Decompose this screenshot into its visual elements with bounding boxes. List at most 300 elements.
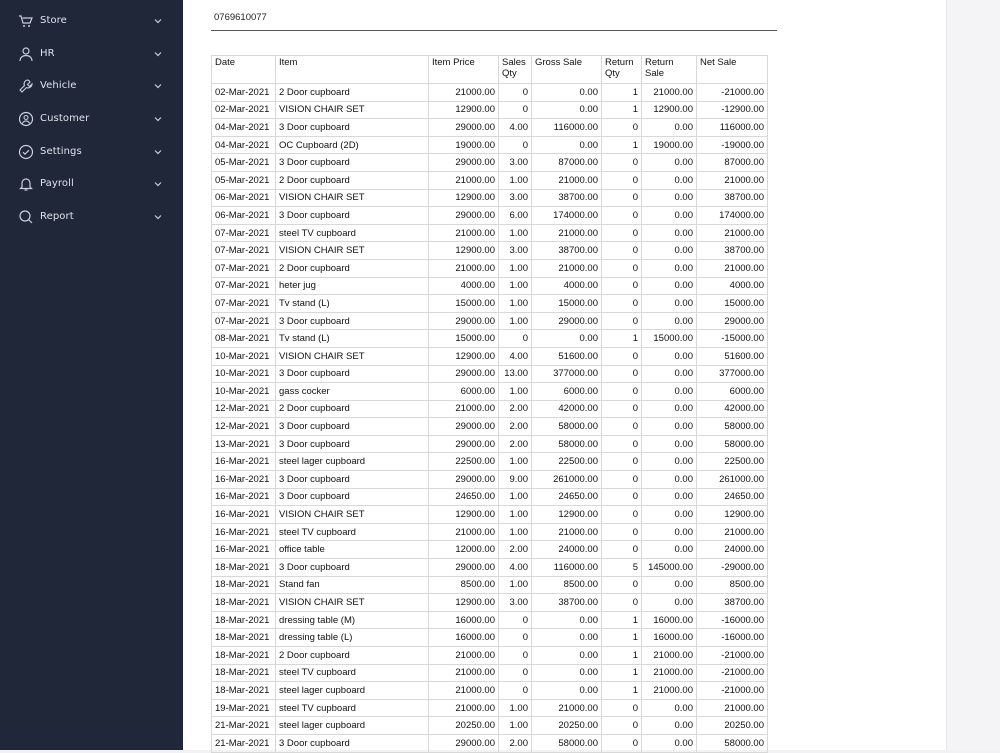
item-cell: steel lager cupboard [276, 682, 429, 700]
return-sale-cell: 145000.00 [642, 559, 697, 577]
net-sale-cell: 377000.00 [697, 365, 768, 383]
sales-qty-cell: 13.00 [499, 365, 532, 383]
return-sale-cell: 0.00 [642, 523, 697, 541]
table-row [212, 277, 768, 295]
table-row [212, 576, 768, 594]
return-sale-cell: 0.00 [642, 717, 697, 735]
search-icon [18, 209, 34, 225]
return-qty-cell: 0 [602, 171, 642, 189]
item-cell: Tv stand (L) [276, 295, 429, 313]
date-cell: 06-Mar-2021 [212, 207, 276, 225]
item-price-cell: 21000.00 [429, 259, 499, 277]
sales-qty-cell: 1.00 [499, 488, 532, 506]
return-sale-cell: 0.00 [642, 171, 697, 189]
item-price-cell: 21000.00 [429, 664, 499, 682]
net-sale-cell: 21000.00 [697, 523, 768, 541]
item-cell: Stand fan [276, 576, 429, 594]
sales-qty-cell: 0 [499, 682, 532, 700]
item-cell: gass cocker [276, 383, 429, 401]
date-cell: 07-Mar-2021 [212, 277, 276, 295]
item-cell: 3 Door cupboard [276, 471, 429, 489]
sales-qty-cell: 1.00 [499, 506, 532, 524]
net-sale-cell: -21000.00 [697, 84, 768, 102]
item-price-cell: 29000.00 [429, 207, 499, 225]
return-qty-cell: 1 [602, 101, 642, 119]
column-header-gross-sale: Gross Sale [532, 56, 602, 84]
net-sale-cell: 174000.00 [697, 207, 768, 225]
sales-qty-cell: 9.00 [499, 471, 532, 489]
sales-qty-cell: 2.00 [499, 734, 532, 752]
table-row [212, 699, 768, 717]
date-cell: 05-Mar-2021 [212, 154, 276, 172]
net-sale-cell: 261000.00 [697, 471, 768, 489]
table-row [212, 136, 768, 154]
sidebar-item-hr[interactable] [0, 38, 183, 70]
sidebar-item-label: HR [40, 48, 55, 59]
item-price-cell: 12900.00 [429, 101, 499, 119]
gross-sale-cell: 0.00 [532, 330, 602, 348]
sales-qty-cell: 6.00 [499, 207, 532, 225]
net-sale-cell: 8500.00 [697, 576, 768, 594]
customer-icon [18, 111, 34, 127]
net-sale-cell: 38700.00 [697, 189, 768, 207]
net-sale-cell: 87000.00 [697, 154, 768, 172]
net-sale-cell: -16000.00 [697, 611, 768, 629]
item-cell: steel TV cupboard [276, 664, 429, 682]
return-sale-cell: 0.00 [642, 119, 697, 137]
return-sale-cell: 0.00 [642, 576, 697, 594]
date-cell: 16-Mar-2021 [212, 453, 276, 471]
table-row [212, 330, 768, 348]
item-price-cell: 12000.00 [429, 541, 499, 559]
item-price-cell: 12900.00 [429, 347, 499, 365]
item-cell: OC Cupboard (2D) [276, 136, 429, 154]
gross-sale-cell: 4000.00 [532, 277, 602, 295]
item-cell: 2 Door cupboard [276, 171, 429, 189]
gross-sale-cell: 42000.00 [532, 400, 602, 418]
date-cell: 19-Mar-2021 [212, 699, 276, 717]
item-cell: 2 Door cupboard [276, 84, 429, 102]
return-qty-cell: 1 [602, 682, 642, 700]
gross-sale-cell: 0.00 [532, 611, 602, 629]
gross-sale-cell: 87000.00 [532, 154, 602, 172]
gross-sale-cell: 0.00 [532, 664, 602, 682]
net-sale-cell: 21000.00 [697, 171, 768, 189]
item-price-cell: 21000.00 [429, 523, 499, 541]
item-price-cell: 29000.00 [429, 435, 499, 453]
sidebar-item-label: Customer [40, 113, 90, 124]
item-cell: 3 Door cupboard [276, 418, 429, 436]
return-qty-cell: 0 [602, 383, 642, 401]
sales-qty-cell: 1.00 [499, 699, 532, 717]
chevron-down-icon [154, 213, 162, 221]
date-cell: 05-Mar-2021 [212, 171, 276, 189]
item-cell: 3 Door cupboard [276, 559, 429, 577]
sales-qty-cell: 0 [499, 629, 532, 647]
return-qty-cell: 0 [602, 277, 642, 295]
table-row [212, 682, 768, 700]
sidebar-item-label: Store [40, 15, 67, 26]
return-sale-cell: 0.00 [642, 259, 697, 277]
return-sale-cell: 12900.00 [642, 101, 697, 119]
sales-qty-cell: 0 [499, 611, 532, 629]
date-cell: 12-Mar-2021 [212, 400, 276, 418]
return-sale-cell: 0.00 [642, 594, 697, 612]
gross-sale-cell: 116000.00 [532, 119, 602, 137]
item-cell: dressing table (M) [276, 611, 429, 629]
item-price-cell: 22500.00 [429, 453, 499, 471]
settings-icon [18, 144, 34, 160]
sidebar-item-settings[interactable] [0, 136, 183, 168]
table-row [212, 171, 768, 189]
item-price-cell: 21000.00 [429, 682, 499, 700]
return-qty-cell: 0 [602, 259, 642, 277]
divider [211, 30, 777, 31]
table-row [212, 347, 768, 365]
net-sale-cell: 15000.00 [697, 295, 768, 313]
date-cell: 07-Mar-2021 [212, 242, 276, 260]
table-row [212, 734, 768, 752]
gross-sale-cell: 0.00 [532, 84, 602, 102]
column-header-date: Date [212, 56, 276, 84]
item-price-cell: 21000.00 [429, 224, 499, 242]
return-sale-cell: 0.00 [642, 699, 697, 717]
item-cell: dressing table (L) [276, 629, 429, 647]
gross-sale-cell: 15000.00 [532, 295, 602, 313]
sales-qty-cell: 2.00 [499, 418, 532, 436]
sidebar-item-store[interactable] [0, 5, 183, 37]
table-row [212, 453, 768, 471]
date-cell: 18-Mar-2021 [212, 664, 276, 682]
date-cell: 04-Mar-2021 [212, 119, 276, 137]
sales-qty-cell: 3.00 [499, 189, 532, 207]
sidebar-item-label: Payroll [40, 178, 74, 189]
sales-qty-cell: 3.00 [499, 154, 532, 172]
item-cell: VISION CHAIR SET [276, 101, 429, 119]
return-sale-cell: 19000.00 [642, 136, 697, 154]
gross-sale-cell: 38700.00 [532, 594, 602, 612]
net-sale-cell: 21000.00 [697, 224, 768, 242]
net-sale-cell: -21000.00 [697, 647, 768, 665]
return-qty-cell: 0 [602, 312, 642, 330]
return-sale-cell: 0.00 [642, 207, 697, 225]
return-sale-cell: 0.00 [642, 471, 697, 489]
return-qty-cell: 1 [602, 664, 642, 682]
date-cell: 16-Mar-2021 [212, 488, 276, 506]
net-sale-cell: 21000.00 [697, 259, 768, 277]
column-header-return-sale: Return Sale [642, 56, 697, 84]
sidebar [0, 0, 183, 750]
table-row [212, 189, 768, 207]
column-header-sales-qty: Sales Qty [499, 56, 532, 84]
return-qty-cell: 0 [602, 400, 642, 418]
item-cell: 2 Door cupboard [276, 400, 429, 418]
item-cell: VISION CHAIR SET [276, 594, 429, 612]
item-cell: VISION CHAIR SET [276, 189, 429, 207]
return-qty-cell: 0 [602, 734, 642, 752]
item-cell: Tv stand (L) [276, 330, 429, 348]
item-price-cell: 12900.00 [429, 242, 499, 260]
item-price-cell: 29000.00 [429, 365, 499, 383]
net-sale-cell: 21000.00 [697, 699, 768, 717]
return-sale-cell: 0.00 [642, 189, 697, 207]
chevron-down-icon [154, 180, 162, 188]
return-qty-cell: 0 [602, 119, 642, 137]
table-row [212, 506, 768, 524]
sidebar-item-label: Vehicle [40, 80, 77, 91]
table-row [212, 611, 768, 629]
date-cell: 21-Mar-2021 [212, 717, 276, 735]
table-row [212, 84, 768, 102]
date-cell: 10-Mar-2021 [212, 347, 276, 365]
sales-qty-cell: 0 [499, 84, 532, 102]
sales-qty-cell: 4.00 [499, 347, 532, 365]
date-cell: 18-Mar-2021 [212, 594, 276, 612]
sales-qty-cell: 1.00 [499, 259, 532, 277]
return-qty-cell: 0 [602, 523, 642, 541]
sales-qty-cell: 1.00 [499, 277, 532, 295]
return-sale-cell: 16000.00 [642, 629, 697, 647]
sales-qty-cell: 4.00 [499, 119, 532, 137]
net-sale-cell: -12900.00 [697, 101, 768, 119]
sidebar-item-customer[interactable] [0, 103, 183, 135]
net-sale-cell: 116000.00 [697, 119, 768, 137]
return-qty-cell: 1 [602, 84, 642, 102]
sales-qty-cell: 1.00 [499, 576, 532, 594]
sales-qty-cell: 0 [499, 101, 532, 119]
sidebar-item-report[interactable] [0, 201, 183, 233]
right-gutter [946, 0, 1000, 750]
sales-qty-cell: 1.00 [499, 383, 532, 401]
return-qty-cell: 5 [602, 559, 642, 577]
sales-qty-cell: 0 [499, 330, 532, 348]
gross-sale-cell: 21000.00 [532, 171, 602, 189]
item-price-cell: 29000.00 [429, 418, 499, 436]
gross-sale-cell: 174000.00 [532, 207, 602, 225]
return-sale-cell: 0.00 [642, 277, 697, 295]
table-header-row [212, 56, 768, 84]
net-sale-cell: -21000.00 [697, 682, 768, 700]
date-cell: 18-Mar-2021 [212, 611, 276, 629]
return-sale-cell: 0.00 [642, 453, 697, 471]
sidebar-item-payroll[interactable] [0, 168, 183, 200]
item-cell: heter jug [276, 277, 429, 295]
table-row [212, 101, 768, 119]
net-sale-cell: 58000.00 [697, 734, 768, 752]
return-sale-cell: 21000.00 [642, 664, 697, 682]
table-row [212, 647, 768, 665]
gross-sale-cell: 21000.00 [532, 259, 602, 277]
item-price-cell: 29000.00 [429, 734, 499, 752]
return-sale-cell: 0.00 [642, 734, 697, 752]
net-sale-cell: -15000.00 [697, 330, 768, 348]
sidebar-item-vehicle[interactable] [0, 70, 183, 102]
sales-qty-cell: 3.00 [499, 594, 532, 612]
return-qty-cell: 0 [602, 207, 642, 225]
return-sale-cell: 0.00 [642, 383, 697, 401]
item-cell: office table [276, 541, 429, 559]
gross-sale-cell: 38700.00 [532, 242, 602, 260]
net-sale-cell: 38700.00 [697, 594, 768, 612]
date-cell: 13-Mar-2021 [212, 435, 276, 453]
gross-sale-cell: 21000.00 [532, 699, 602, 717]
item-price-cell: 4000.00 [429, 277, 499, 295]
return-sale-cell: 0.00 [642, 242, 697, 260]
return-sale-cell: 0.00 [642, 506, 697, 524]
return-qty-cell: 0 [602, 347, 642, 365]
return-sale-cell: 0.00 [642, 541, 697, 559]
return-sale-cell: 0.00 [642, 154, 697, 172]
gross-sale-cell: 58000.00 [532, 418, 602, 436]
gross-sale-cell: 0.00 [532, 647, 602, 665]
date-cell: 16-Mar-2021 [212, 523, 276, 541]
date-cell: 07-Mar-2021 [212, 224, 276, 242]
table-row [212, 559, 768, 577]
item-price-cell: 21000.00 [429, 84, 499, 102]
table-row [212, 365, 768, 383]
net-sale-cell: -21000.00 [697, 664, 768, 682]
sales-qty-cell: 1.00 [499, 523, 532, 541]
item-price-cell: 15000.00 [429, 330, 499, 348]
gross-sale-cell: 12900.00 [532, 506, 602, 524]
return-qty-cell: 0 [602, 435, 642, 453]
net-sale-cell: 6000.00 [697, 383, 768, 401]
sales-qty-cell: 1.00 [499, 312, 532, 330]
gross-sale-cell: 377000.00 [532, 365, 602, 383]
item-price-cell: 6000.00 [429, 383, 499, 401]
table-body [212, 84, 768, 753]
return-qty-cell: 1 [602, 647, 642, 665]
return-qty-cell: 0 [602, 224, 642, 242]
item-cell: 3 Door cupboard [276, 365, 429, 383]
item-cell: steel TV cupboard [276, 224, 429, 242]
table-row [212, 717, 768, 735]
date-cell: 07-Mar-2021 [212, 312, 276, 330]
return-qty-cell: 0 [602, 506, 642, 524]
gross-sale-cell: 0.00 [532, 629, 602, 647]
table-row [212, 295, 768, 313]
item-cell: VISION CHAIR SET [276, 242, 429, 260]
date-cell: 18-Mar-2021 [212, 647, 276, 665]
item-price-cell: 21000.00 [429, 647, 499, 665]
net-sale-cell: 4000.00 [697, 277, 768, 295]
gross-sale-cell: 51600.00 [532, 347, 602, 365]
gross-sale-cell: 24000.00 [532, 541, 602, 559]
gross-sale-cell: 0.00 [532, 136, 602, 154]
date-cell: 16-Mar-2021 [212, 506, 276, 524]
net-sale-cell: 20250.00 [697, 717, 768, 735]
item-price-cell: 16000.00 [429, 629, 499, 647]
return-qty-cell: 0 [602, 154, 642, 172]
return-sale-cell: 0.00 [642, 418, 697, 436]
item-price-cell: 29000.00 [429, 312, 499, 330]
date-cell: 10-Mar-2021 [212, 365, 276, 383]
wrench-icon [18, 78, 34, 94]
table-row [212, 541, 768, 559]
return-qty-cell: 0 [602, 453, 642, 471]
sidebar-item-label: Report [40, 211, 74, 222]
sales-qty-cell: 3.00 [499, 242, 532, 260]
date-cell: 04-Mar-2021 [212, 136, 276, 154]
return-qty-cell: 1 [602, 629, 642, 647]
gross-sale-cell: 22500.00 [532, 453, 602, 471]
return-sale-cell: 0.00 [642, 312, 697, 330]
date-cell: 10-Mar-2021 [212, 383, 276, 401]
net-sale-cell: 24000.00 [697, 541, 768, 559]
gross-sale-cell: 58000.00 [532, 734, 602, 752]
return-sale-cell: 15000.00 [642, 330, 697, 348]
item-cell: steel lager cupboard [276, 453, 429, 471]
gross-sale-cell: 8500.00 [532, 576, 602, 594]
gross-sale-cell: 58000.00 [532, 435, 602, 453]
net-sale-cell: 29000.00 [697, 312, 768, 330]
phone-number: 0769610077 [214, 12, 267, 23]
item-price-cell: 8500.00 [429, 576, 499, 594]
net-sale-cell: 24650.00 [697, 488, 768, 506]
item-cell: 3 Door cupboard [276, 488, 429, 506]
item-cell: 2 Door cupboard [276, 259, 429, 277]
chevron-down-icon [154, 148, 162, 156]
return-qty-cell: 0 [602, 471, 642, 489]
sales-qty-cell: 4.00 [499, 559, 532, 577]
return-qty-cell: 0 [602, 295, 642, 313]
chevron-down-icon [154, 17, 162, 25]
return-qty-cell: 1 [602, 330, 642, 348]
date-cell: 08-Mar-2021 [212, 330, 276, 348]
table-row [212, 400, 768, 418]
item-cell: 3 Door cupboard [276, 435, 429, 453]
date-cell: 18-Mar-2021 [212, 682, 276, 700]
item-price-cell: 29000.00 [429, 154, 499, 172]
table-row [212, 259, 768, 277]
column-header-return-qty: Return Qty [602, 56, 642, 84]
date-cell: 02-Mar-2021 [212, 101, 276, 119]
net-sale-cell: 42000.00 [697, 400, 768, 418]
cart-icon [18, 13, 34, 29]
gross-sale-cell: 29000.00 [532, 312, 602, 330]
return-qty-cell: 0 [602, 594, 642, 612]
net-sale-cell: 58000.00 [697, 418, 768, 436]
date-cell: 07-Mar-2021 [212, 259, 276, 277]
return-sale-cell: 0.00 [642, 488, 697, 506]
report-panel [183, 0, 946, 750]
net-sale-cell: 38700.00 [697, 242, 768, 260]
table-row [212, 383, 768, 401]
item-price-cell: 24650.00 [429, 488, 499, 506]
gross-sale-cell: 21000.00 [532, 523, 602, 541]
sales-qty-cell: 1.00 [499, 295, 532, 313]
item-price-cell: 29000.00 [429, 119, 499, 137]
table-row [212, 488, 768, 506]
column-header-item: Item [276, 56, 429, 84]
net-sale-cell: 12900.00 [697, 506, 768, 524]
sales-qty-cell: 2.00 [499, 435, 532, 453]
table-row [212, 242, 768, 260]
chevron-down-icon [154, 82, 162, 90]
item-cell: VISION CHAIR SET [276, 506, 429, 524]
item-price-cell: 20250.00 [429, 717, 499, 735]
return-qty-cell: 0 [602, 242, 642, 260]
return-sale-cell: 16000.00 [642, 611, 697, 629]
table-row [212, 629, 768, 647]
gross-sale-cell: 6000.00 [532, 383, 602, 401]
gross-sale-cell: 116000.00 [532, 559, 602, 577]
net-sale-cell: -16000.00 [697, 629, 768, 647]
table-row [212, 207, 768, 225]
sales-qty-cell: 0 [499, 136, 532, 154]
return-qty-cell: 0 [602, 189, 642, 207]
net-sale-cell: 58000.00 [697, 435, 768, 453]
